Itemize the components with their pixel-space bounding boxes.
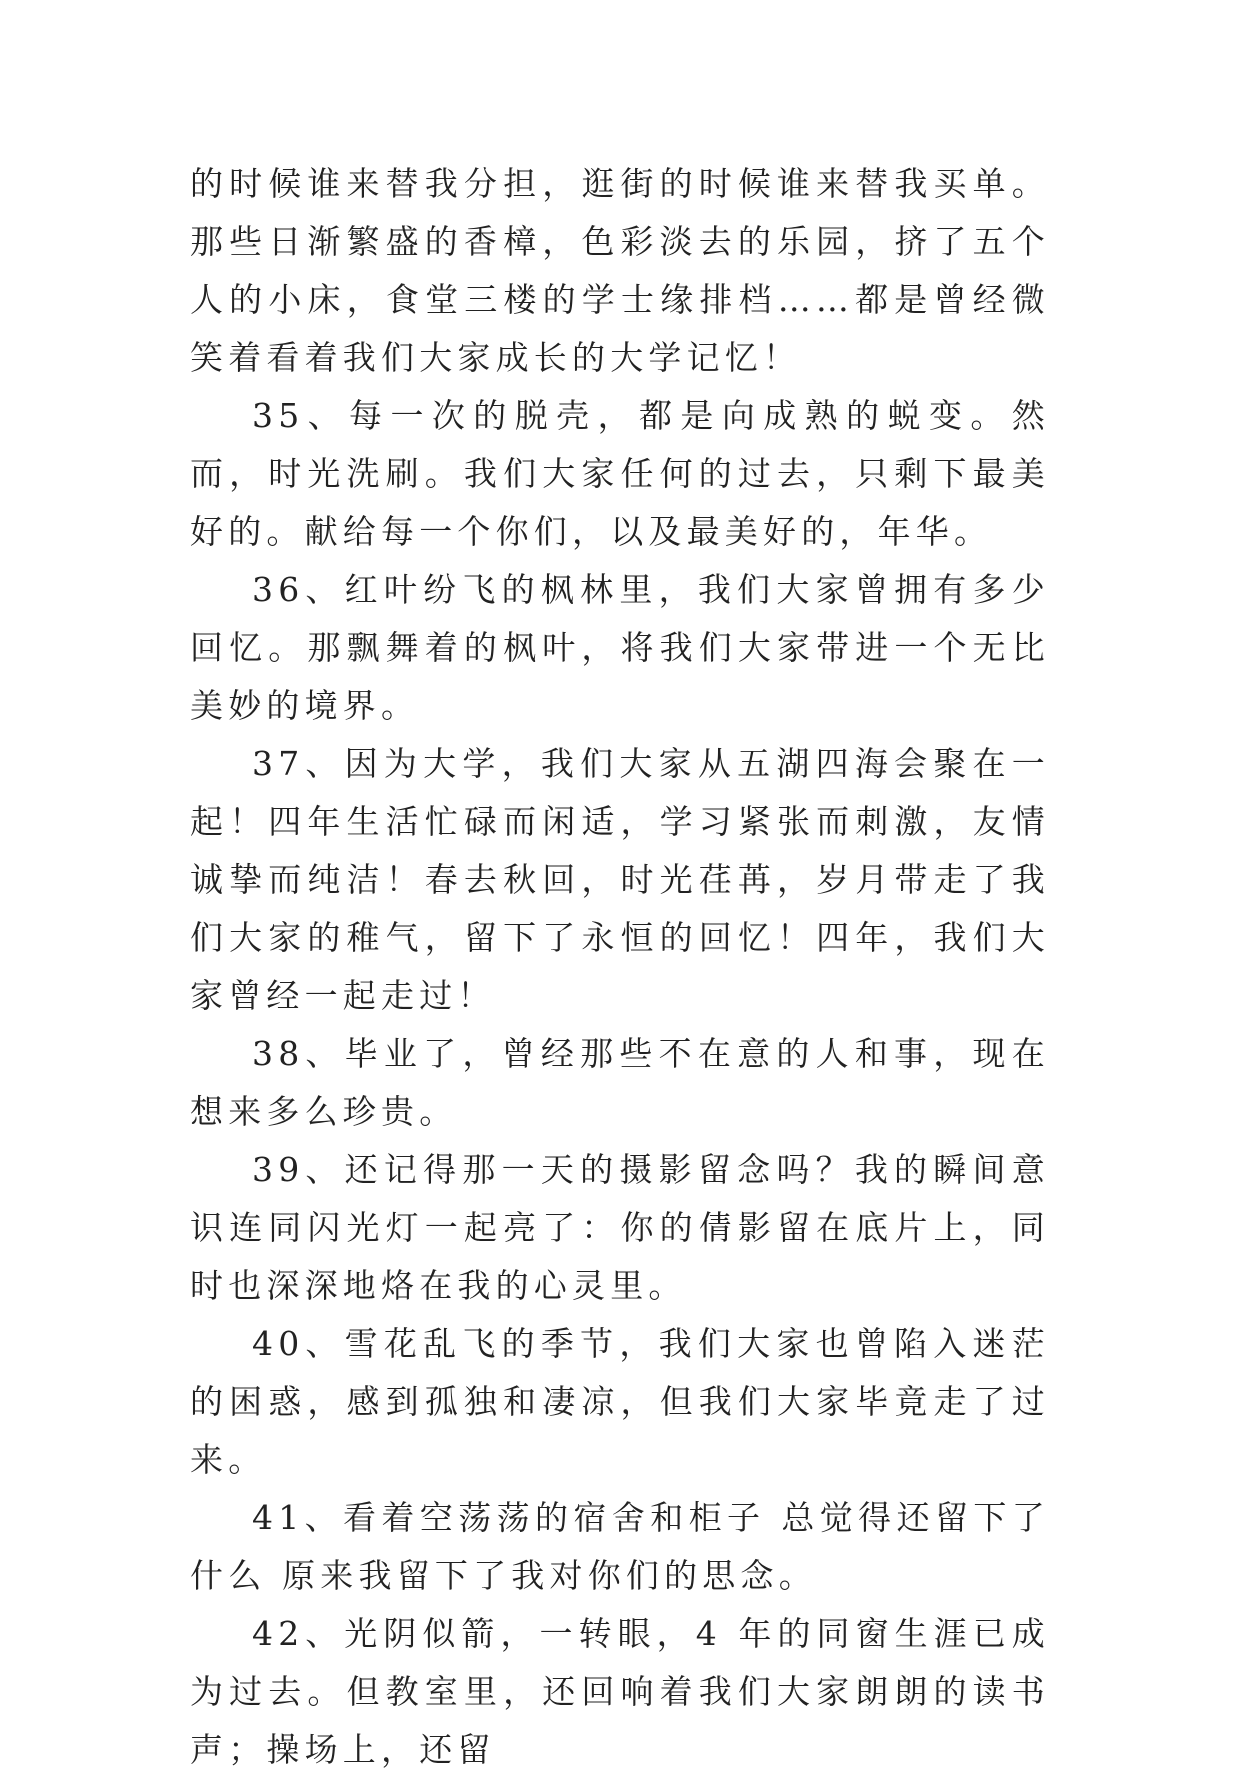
paragraph-39: 39、还记得那一天的摄影留念吗？我的瞬间意识连同闪光灯一起亮了：你的倩影留在底片上，同时也深深地烙在我的心灵里。 xyxy=(190,1150,1050,1305)
paragraph-35: 35、每一次的脱壳，都是向成熟的蜕变。然而，时光洗刷。我们大家任何的过去，只剩下最美好的。献给每一个你们，以及最美好的，年华。 xyxy=(190,396,1050,551)
document-body xyxy=(190,155,1050,1779)
paragraph-36: 36、红叶纷飞的枫林里，我们大家曾拥有多少回忆。那飘舞着的枫叶，将我们大家带进一个无比美妙的境界。 xyxy=(190,570,1050,725)
paragraph-41: 41、看着空荡荡的宿舍和柜子 总觉得还留下了什么 原来我留下了我对你们的思念。 xyxy=(190,1498,1050,1595)
paragraph-37: 37、因为大学，我们大家从五湖四海会聚在一起！四年生活忙碌而闲适，学习紧张而刺激，友情诚挚而纯洁！春去秋回，时光荏苒，岁月带走了我们大家的稚气，留下了永恒的回忆！四年，我们大家曾经一起走过！ xyxy=(190,744,1050,1015)
paragraph-40: 40、雪花乱飞的季节，我们大家也曾陷入迷茫的困惑，感到孤独和凄凉，但我们大家毕竟走了过来。 xyxy=(190,1324,1050,1479)
paragraph-continuation: 的时候谁来替我分担，逛街的时候谁来替我买单。那些日渐繁盛的香樟，色彩淡去的乐园，挤了五个人的小床，食堂三楼的学士缘排档……都是曾经微笑着看着我们大家成长的大学记忆！ xyxy=(190,164,1050,377)
paragraph-38: 38、毕业了，曾经那些不在意的人和事，现在想来多么珍贵。 xyxy=(190,1034,1050,1131)
paragraph-42: 42、光阴似箭，一转眼，4 年的同窗生涯已成为过去。但教室里，还回响着我们大家朗朗的读书声；操场上，还留 xyxy=(190,1614,1050,1769)
